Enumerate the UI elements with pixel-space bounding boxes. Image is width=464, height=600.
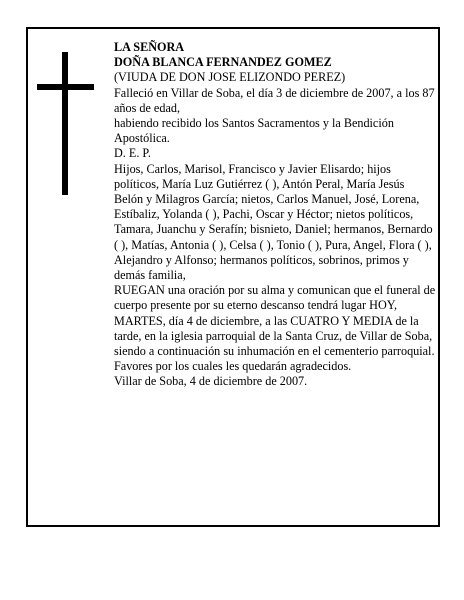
widow-note: (VIUDA DE DON JOSE ELIZONDO PEREZ): [114, 70, 346, 85]
deceased-name: DOÑA BLANCA FERNANDEZ GOMEZ: [114, 55, 332, 70]
cross-icon-bar: [37, 84, 94, 90]
request-day: HOY, MARTES,: [114, 298, 398, 328]
cross-icon: [62, 52, 68, 195]
family-list: Hijos, Carlos, Marisol, Francisco y Javier Elisardo; hijos políticos, María Luz Gutiérrez ( ), Antón Peral, María Jesús Belón y Milagros García; nietos, Carlos Manuel, José, Lorena, Estíbaliz, Yolanda ( ), Pachi, Oscar y Héctor; nietos políticos, Tamara, Juanchu y Serafín; bisnieto, Daniel; hermanos, Bernardo ( ), Matías, Antonia ( ), Celsa ( ), Tonio ( ), Pura, Angel, Flora ( ), Alejandro y Alfonso; hermanos políticos, sobrinos, primos y demás familia,: [114, 161, 433, 283]
signoff: Villar de Soba, 4 de diciembre de 2007.: [114, 374, 308, 389]
request-time: CUATRO Y MEDIA: [290, 313, 393, 328]
request-text-3: de la tarde, en la iglesia parroquial de la Santa Cruz, de Villar de Soba, siendo a continuación su inhumación en el cementerio parroquial. Favores por los cuales les quedarán agradecidos.: [114, 313, 435, 374]
death-notice: Falleció en Villar de Soba, el día 3 de diciembre de 2007, a los 87 años de edad,: [114, 85, 435, 115]
request-text-1: una oración por su alma y comunican que el funeral de cuerpo presente por su eterno descanso tendrá lugar: [114, 283, 436, 313]
sacraments-note: habiendo recibido los Santos Sacramentos y la Bendición Apostólica.: [114, 116, 394, 146]
rip: D. E. P.: [114, 146, 151, 161]
obituary-text: [114, 40, 436, 390]
heading-title: LA SEÑORA: [114, 40, 185, 54]
request-keyword: RUEGAN: [114, 283, 165, 298]
request-text-2: día 4 de diciembre, a las: [165, 313, 291, 328]
funeral-request: [114, 283, 436, 374]
